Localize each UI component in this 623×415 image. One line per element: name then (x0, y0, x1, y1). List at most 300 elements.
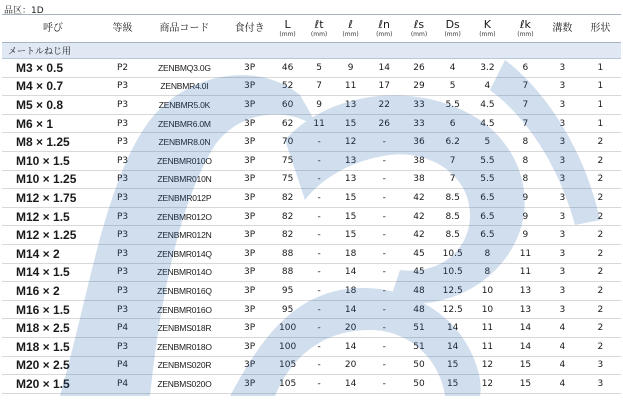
cell-flutes: 3 (545, 282, 580, 301)
cell-Ds: 7 (436, 170, 469, 189)
cell-Ds: 10.5 (436, 244, 469, 263)
cell-product-code: ZENBMR8.0N (141, 133, 228, 152)
col-grade-header (104, 15, 141, 43)
cell-grade: P3 (104, 207, 141, 226)
cell-shape: 2 (580, 282, 621, 301)
table-row (2, 356, 621, 375)
column-label: K (483, 18, 492, 31)
cell-size: M18 × 2.5 (2, 319, 104, 338)
cell-lt: - (304, 170, 334, 189)
cell-ln: - (367, 189, 402, 208)
table-row (2, 300, 621, 319)
cell-Ds: 8.5 (436, 189, 469, 208)
column-unit: (mm) (279, 31, 296, 38)
cell-grade: P3 (104, 151, 141, 170)
cell-K: 10 (469, 282, 506, 301)
cell-chamfer: 3P (228, 244, 271, 263)
cell-product-code: ZENBMQ3.0G (141, 59, 228, 78)
cell-product-code: ZENBMR012O (141, 207, 228, 226)
cell-chamfer: 3P (228, 133, 271, 152)
table-row (2, 133, 621, 152)
column-unit: (mm) (310, 31, 328, 38)
cell-product-code: ZENBMR014O (141, 263, 228, 282)
cell-ln: - (367, 337, 402, 356)
cell-chamfer: 3P (228, 189, 271, 208)
section-row (2, 43, 621, 59)
cell-lk: 9 (506, 207, 545, 226)
cell-shape: 2 (580, 319, 621, 338)
table-row (2, 59, 621, 78)
cell-grade: P3 (104, 244, 141, 263)
cell-lt: - (304, 207, 334, 226)
col-Ds-header (436, 15, 469, 43)
cell-shape: 2 (580, 244, 621, 263)
column-unit: (mm) (376, 31, 393, 38)
cell-lt: 5 (304, 59, 334, 78)
cell-l: 15 (334, 114, 367, 133)
cell-lk: 13 (506, 282, 545, 301)
cell-ls: 45 (402, 263, 437, 282)
column-label: 食付き (234, 23, 265, 34)
cell-ls: 48 (402, 300, 437, 319)
col-K-header (469, 15, 506, 43)
cell-flutes: 3 (545, 114, 580, 133)
cell-shape: 2 (580, 189, 621, 208)
cell-Ds: 6 (436, 114, 469, 133)
cell-ls: 33 (402, 96, 437, 115)
cell-flutes: 3 (545, 189, 580, 208)
cell-ls: 51 (402, 337, 437, 356)
cell-chamfer: 3P (228, 114, 271, 133)
cell-l: 20 (334, 319, 367, 338)
cell-product-code: ZENBMR012P (141, 189, 228, 208)
cell-lt: - (304, 226, 334, 245)
cell-flutes: 3 (545, 300, 580, 319)
col-shape-header (580, 15, 621, 43)
cell-grade: P3 (104, 114, 141, 133)
product-category-caption: 品区：1D (4, 6, 44, 16)
cell-grade: P3 (104, 263, 141, 282)
cell-lk: 8 (506, 151, 545, 170)
cell-size: M6 × 1 (2, 114, 104, 133)
cell-lk: 14 (506, 319, 545, 338)
tap-spec-table (2, 14, 621, 394)
column-label: 呼び (43, 23, 64, 34)
cell-grade: P3 (104, 170, 141, 189)
cell-lt: 9 (304, 96, 334, 115)
cell-shape: 1 (580, 114, 621, 133)
cell-shape: 3 (580, 375, 621, 394)
cell-Ds: 12.5 (436, 282, 469, 301)
cell-lk: 15 (506, 356, 545, 375)
cell-L: 100 (271, 337, 304, 356)
col-l-header (334, 15, 367, 43)
cell-lk: 11 (506, 263, 545, 282)
column-label: 溝数 (552, 23, 573, 34)
cell-size: M16 × 1.5 (2, 300, 104, 319)
cell-lt: - (304, 282, 334, 301)
cell-K: 4 (469, 77, 506, 96)
cell-flutes: 3 (545, 96, 580, 115)
cell-product-code: ZENBMR010N (141, 170, 228, 189)
cell-size: M12 × 1.75 (2, 189, 104, 208)
cell-Ds: 5 (436, 77, 469, 96)
col-lk-header (506, 15, 545, 43)
cell-K: 4.5 (469, 114, 506, 133)
cell-size: M10 × 1.25 (2, 170, 104, 189)
cell-l: 15 (334, 207, 367, 226)
cell-K: 5.5 (469, 151, 506, 170)
column-label: 等級 (112, 23, 133, 34)
column-label: L (284, 18, 291, 31)
cell-L: 105 (271, 356, 304, 375)
cell-size: M20 × 1.5 (2, 375, 104, 394)
col-ls-header (402, 15, 437, 43)
cell-chamfer: 3P (228, 263, 271, 282)
cell-size: M12 × 1.25 (2, 226, 104, 245)
cell-ln: - (367, 375, 402, 394)
cell-lt: - (304, 151, 334, 170)
cell-shape: 2 (580, 226, 621, 245)
cell-chamfer: 3P (228, 300, 271, 319)
column-label: 形状 (590, 23, 611, 34)
cell-product-code: ZENBMR012N (141, 226, 228, 245)
cell-grade: P3 (104, 337, 141, 356)
cell-ln: - (367, 263, 402, 282)
cell-ls: 29 (402, 77, 437, 96)
cell-product-code: ZENBMS018R (141, 319, 228, 338)
cell-L: 82 (271, 207, 304, 226)
cell-ln: 26 (367, 114, 402, 133)
cell-L: 105 (271, 375, 304, 394)
cell-ln: - (367, 133, 402, 152)
cell-lt: - (304, 300, 334, 319)
cell-size: M12 × 1.5 (2, 207, 104, 226)
cell-product-code: ZENBMR016O (141, 300, 228, 319)
column-label: Ds (445, 18, 460, 31)
cell-lt: - (304, 133, 334, 152)
table-row (2, 96, 621, 115)
cell-ls: 42 (402, 189, 437, 208)
cell-grade: P3 (104, 133, 141, 152)
cell-ln: 14 (367, 59, 402, 78)
col-size-header (2, 15, 104, 43)
cell-flutes: 4 (545, 356, 580, 375)
cell-Ds: 4 (436, 59, 469, 78)
cell-flutes: 3 (545, 151, 580, 170)
cell-ln: - (367, 244, 402, 263)
cell-K: 6.5 (469, 226, 506, 245)
cell-K: 5.5 (469, 170, 506, 189)
cell-K: 4.5 (469, 96, 506, 115)
cell-flutes: 3 (545, 77, 580, 96)
cell-lk: 7 (506, 96, 545, 115)
cell-K: 10 (469, 300, 506, 319)
cell-size: M20 × 2.5 (2, 356, 104, 375)
cell-lk: 8 (506, 170, 545, 189)
cell-shape: 1 (580, 59, 621, 78)
cell-l: 13 (334, 96, 367, 115)
table-row (2, 319, 621, 338)
cell-grade: P4 (104, 375, 141, 394)
cell-lk: 8 (506, 133, 545, 152)
cell-flutes: 3 (545, 170, 580, 189)
cell-size: M8 × 1.25 (2, 133, 104, 152)
cell-chamfer: 3P (228, 207, 271, 226)
cell-L: 52 (271, 77, 304, 96)
cell-chamfer: 3P (228, 337, 271, 356)
cell-lk: 9 (506, 189, 545, 208)
cell-l: 9 (334, 59, 367, 78)
cell-chamfer: 3P (228, 226, 271, 245)
cell-product-code: ZENBMR6.0M (141, 114, 228, 133)
cell-lt: - (304, 189, 334, 208)
cell-K: 11 (469, 319, 506, 338)
cell-K: 6.5 (469, 189, 506, 208)
table-row (2, 226, 621, 245)
cell-ln: 17 (367, 77, 402, 96)
cell-size: M14 × 2 (2, 244, 104, 263)
cell-size: M16 × 2 (2, 282, 104, 301)
cell-L: 95 (271, 282, 304, 301)
cell-ln: - (367, 151, 402, 170)
column-label: ℓk (519, 18, 531, 31)
cell-L: 88 (271, 244, 304, 263)
cell-flutes: 4 (545, 319, 580, 338)
cell-size: M14 × 1.5 (2, 263, 104, 282)
cell-flutes: 4 (545, 337, 580, 356)
cell-shape: 3 (580, 356, 621, 375)
cell-lk: 7 (506, 114, 545, 133)
cell-lt: - (304, 244, 334, 263)
cell-L: 70 (271, 133, 304, 152)
cell-K: 11 (469, 337, 506, 356)
cell-ls: 42 (402, 226, 437, 245)
column-label: 商品コード (159, 23, 210, 34)
cell-L: 82 (271, 226, 304, 245)
cell-chamfer: 3P (228, 375, 271, 394)
column-label: ℓt (314, 18, 324, 31)
cell-size: M10 × 1.5 (2, 151, 104, 170)
cell-ls: 26 (402, 59, 437, 78)
table-row (2, 114, 621, 133)
cell-product-code: ZENBMR5.0K (141, 96, 228, 115)
cell-lt: - (304, 375, 334, 394)
cell-ln: - (367, 226, 402, 245)
cell-lt: 7 (304, 77, 334, 96)
table-row (2, 337, 621, 356)
cell-size: M18 × 1.5 (2, 337, 104, 356)
table-row (2, 207, 621, 226)
cell-L: 75 (271, 151, 304, 170)
cell-grade: P3 (104, 77, 141, 96)
cell-ls: 38 (402, 151, 437, 170)
cell-flutes: 3 (545, 207, 580, 226)
column-label: ℓs (413, 18, 425, 31)
cell-lk: 11 (506, 244, 545, 263)
cell-product-code: ZENBMR010O (141, 151, 228, 170)
cell-ln: - (367, 300, 402, 319)
cell-Ds: 12.5 (436, 300, 469, 319)
table-body (2, 43, 621, 394)
cell-ls: 38 (402, 170, 437, 189)
cell-lk: 14 (506, 337, 545, 356)
table-row (2, 151, 621, 170)
cell-Ds: 15 (436, 375, 469, 394)
cell-l: 11 (334, 77, 367, 96)
cell-ln: - (367, 356, 402, 375)
cell-lt: - (304, 356, 334, 375)
cell-grade: P2 (104, 59, 141, 78)
cell-Ds: 14 (436, 337, 469, 356)
cell-ln: - (367, 319, 402, 338)
cell-K: 12 (469, 356, 506, 375)
column-unit: (mm) (444, 31, 461, 38)
cell-l: 18 (334, 244, 367, 263)
cell-l: 15 (334, 226, 367, 245)
col-lt-header (304, 15, 334, 43)
col-L-header (271, 15, 304, 43)
cell-L: 95 (271, 300, 304, 319)
cell-shape: 2 (580, 151, 621, 170)
cell-lt: - (304, 263, 334, 282)
cell-lt: 11 (304, 114, 334, 133)
cell-ln: - (367, 207, 402, 226)
cell-Ds: 7 (436, 151, 469, 170)
cell-product-code: ZENBMS020O (141, 375, 228, 394)
col-chamfer-header (228, 15, 271, 43)
cell-shape: 2 (580, 133, 621, 152)
cell-product-code: ZENBMR014Q (141, 244, 228, 263)
column-unit: (mm) (517, 31, 534, 38)
cell-L: 46 (271, 59, 304, 78)
table-row (2, 170, 621, 189)
cell-grade: P3 (104, 300, 141, 319)
cell-lk: 6 (506, 59, 545, 78)
cell-l: 14 (334, 300, 367, 319)
column-label: ℓ (348, 18, 353, 31)
cell-grade: P3 (104, 96, 141, 115)
table-row (2, 189, 621, 208)
cell-lk: 9 (506, 226, 545, 245)
cell-l: 14 (334, 375, 367, 394)
cell-lk: 13 (506, 300, 545, 319)
cell-L: 88 (271, 263, 304, 282)
col-ln-header (367, 15, 402, 43)
cell-Ds: 8.5 (436, 226, 469, 245)
cell-product-code: ZENBMR4.0I (141, 77, 228, 96)
cell-ls: 33 (402, 114, 437, 133)
cell-l: 15 (334, 189, 367, 208)
cell-l: 12 (334, 133, 367, 152)
cell-flutes: 3 (545, 244, 580, 263)
cell-shape: 2 (580, 337, 621, 356)
cell-chamfer: 3P (228, 170, 271, 189)
cell-Ds: 15 (436, 356, 469, 375)
cell-shape: 2 (580, 300, 621, 319)
cell-l: 13 (334, 170, 367, 189)
cell-L: 82 (271, 189, 304, 208)
cell-Ds: 6.2 (436, 133, 469, 152)
col-flutes-header (545, 15, 580, 43)
cell-K: 6.5 (469, 207, 506, 226)
cell-l: 20 (334, 356, 367, 375)
column-label: ℓn (378, 18, 390, 31)
cell-Ds: 10.5 (436, 263, 469, 282)
cell-chamfer: 3P (228, 282, 271, 301)
cell-ls: 50 (402, 356, 437, 375)
cell-chamfer: 3P (228, 96, 271, 115)
cell-chamfer: 3P (228, 319, 271, 338)
cell-ls: 48 (402, 282, 437, 301)
cell-Ds: 14 (436, 319, 469, 338)
cell-product-code: ZENBMR016Q (141, 282, 228, 301)
table-row (2, 263, 621, 282)
cell-Ds: 8.5 (436, 207, 469, 226)
cell-grade: P3 (104, 226, 141, 245)
cell-ls: 51 (402, 319, 437, 338)
cell-shape: 1 (580, 96, 621, 115)
column-unit: (mm) (479, 31, 496, 38)
cell-ls: 50 (402, 375, 437, 394)
cell-l: 14 (334, 337, 367, 356)
cell-L: 75 (271, 170, 304, 189)
cell-Ds: 5.5 (436, 96, 469, 115)
header-row (2, 15, 621, 43)
section-label: メートルねじ用 (2, 43, 621, 59)
cell-l: 13 (334, 151, 367, 170)
cell-lt: - (304, 319, 334, 338)
cell-chamfer: 3P (228, 77, 271, 96)
cell-ln: 22 (367, 96, 402, 115)
table-header (2, 15, 621, 43)
cell-L: 60 (271, 96, 304, 115)
cell-shape: 2 (580, 170, 621, 189)
cell-K: 3.2 (469, 59, 506, 78)
cell-grade: P3 (104, 189, 141, 208)
cell-lk: 15 (506, 375, 545, 394)
cell-shape: 2 (580, 263, 621, 282)
cell-l: 14 (334, 263, 367, 282)
cell-product-code: ZENBMR018O (141, 337, 228, 356)
cell-grade: P4 (104, 319, 141, 338)
cell-chamfer: 3P (228, 356, 271, 375)
cell-ln: - (367, 170, 402, 189)
cell-K: 8 (469, 263, 506, 282)
cell-lt: - (304, 337, 334, 356)
cell-ls: 36 (402, 133, 437, 152)
cell-L: 100 (271, 319, 304, 338)
col-product-code-header (141, 15, 228, 43)
column-unit: (mm) (342, 31, 359, 38)
cell-size: M5 × 0.8 (2, 96, 104, 115)
table-row (2, 282, 621, 301)
cell-ln: - (367, 282, 402, 301)
cell-lk: 7 (506, 77, 545, 96)
cell-ls: 42 (402, 207, 437, 226)
table-row (2, 375, 621, 394)
cell-flutes: 3 (545, 59, 580, 78)
cell-K: 5 (469, 133, 506, 152)
cell-ls: 45 (402, 244, 437, 263)
cell-flutes: 3 (545, 226, 580, 245)
cell-size: M4 × 0.7 (2, 77, 104, 96)
table-row (2, 244, 621, 263)
cell-size: M3 × 0.5 (2, 59, 104, 78)
cell-grade: P3 (104, 282, 141, 301)
cell-flutes: 3 (545, 263, 580, 282)
cell-product-code: ZENBMS020R (141, 356, 228, 375)
